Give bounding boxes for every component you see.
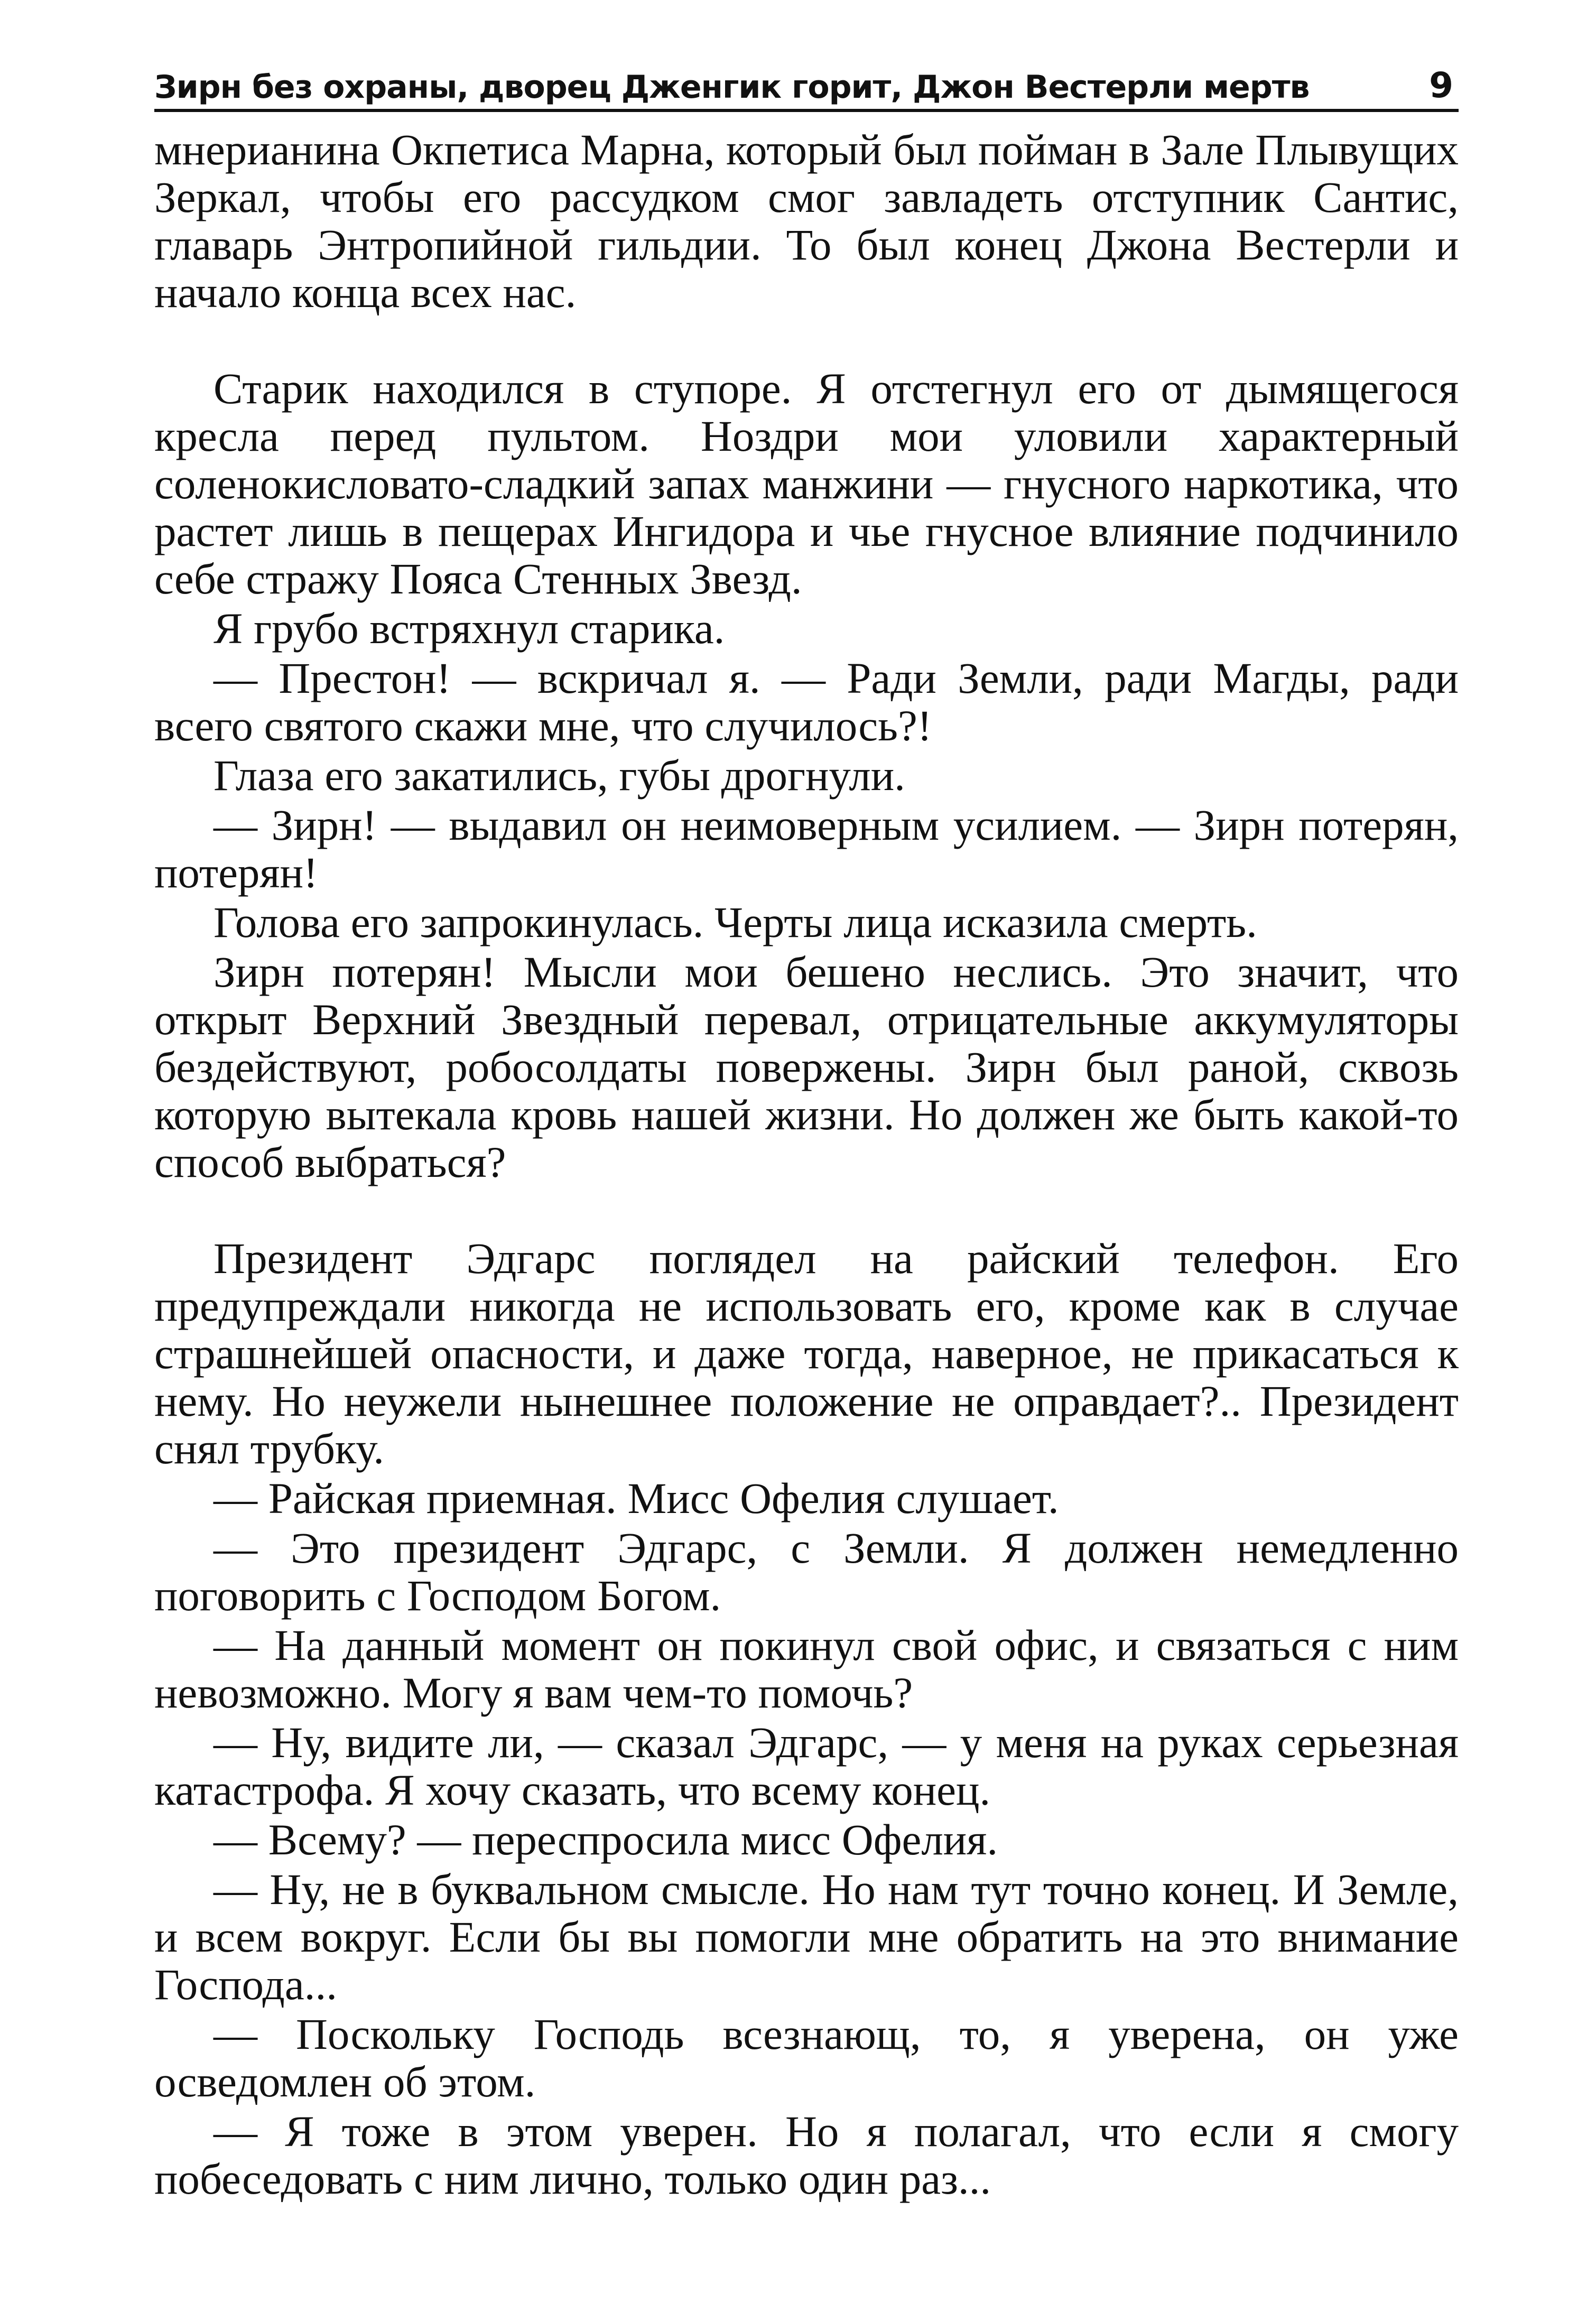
paragraph: — Я тоже в этом уверен. Но я полагал, что если я смогу побеседовать с ним лично, только один раз... <box>154 2107 1459 2203</box>
paragraph: Голова его запрокинулась. Черты лица исказила смерть. <box>214 898 1257 946</box>
paragraph: — Престон! — вскричал я. — Ради Земли, ради Магды, ради всего святого скажи мне, что случилось?! <box>154 654 1459 750</box>
paragraph: — Поскольку Господь всезнающ, то, я уверена, он уже осведомлен об этом. <box>154 2010 1459 2106</box>
paragraph: — Ну, не в буквальном смысле. Но нам тут точно конец. И Земле, и всем вокруг. Если бы вы помогли мне обратить на это внимание Господа... <box>154 1865 1459 2009</box>
paragraph: Президент Эдгарс поглядел на райский телефон. Его предупреждали никогда не использовать его, кроме как в случае страшнейшей опасности, и даже тогда, наверное, не прикасаться к нему. Но неужели нынешнее положение не оправдает?.. Президент снял трубку. <box>154 1234 1459 1473</box>
paragraph: Я грубо встряхнул старика. <box>214 604 725 653</box>
paragraph: — Это президент Эдгарс, с Земли. Я должен немедленно поговорить с Господом Богом. <box>154 1524 1459 1620</box>
paragraph: — На данный момент он покинул свой офис, и связаться с ним невозможно. Могу я вам чем-то помочь? <box>154 1621 1459 1717</box>
paragraph: — Всему? — переспросила мисс Офелия. <box>214 1815 998 1864</box>
paragraph: Старик находился в ступоре. Я отстегнул его от дымящегося кресла перед пультом. Ноздри мои уловили характерный соленокисловато-сладкий запах манжини — гнусного наркотика, что растет лишь в пещерах Ингидора и чье гнусное влияние подчинило себе стражу Пояса Стенных Звезд. <box>154 364 1459 603</box>
running-header <box>154 53 1459 112</box>
paragraph: — Райская приемная. Мисс Офелия слушает. <box>214 1474 1059 1522</box>
paragraph: — Ну, видите ли, — сказал Эдгарс, — у меня на руках серьезная катастрофа. Я хочу сказать, что всему конец. <box>154 1718 1459 1814</box>
book-page <box>154 53 1459 2205</box>
paragraph: мнерианина Окпетиса Марна, который был пойман в Зале Плывущих Зеркал, чтобы его рассудком смог завладеть отступник Сантис, главарь Энтропийной гильдии. То был конец Джона Вестерли и начало конца всех нас. <box>154 125 1459 317</box>
paragraph: Зирн потерян! Мысли мои бешено неслись. Это значит, что открыт Верхний Звездный перевал, отрицательные аккумуляторы бездействуют, робосолдаты повержены. Зирн был раной, сквозь которую вытекала кровь нашей жизни. Но должен же быть какой-то способ выбраться? <box>154 948 1459 1186</box>
page-number: 9 <box>1429 65 1453 106</box>
running-title: Зирн без охраны, дворец Дженгик горит, Джон Вестерли мертв <box>154 69 1310 106</box>
paragraph: Глаза его закатились, губы дрогнули. <box>214 751 905 800</box>
paragraph: — Зирн! — выдавил он неимоверным усилием. — Зирн потерян, потерян! <box>154 801 1459 897</box>
body-text <box>154 126 1459 2203</box>
